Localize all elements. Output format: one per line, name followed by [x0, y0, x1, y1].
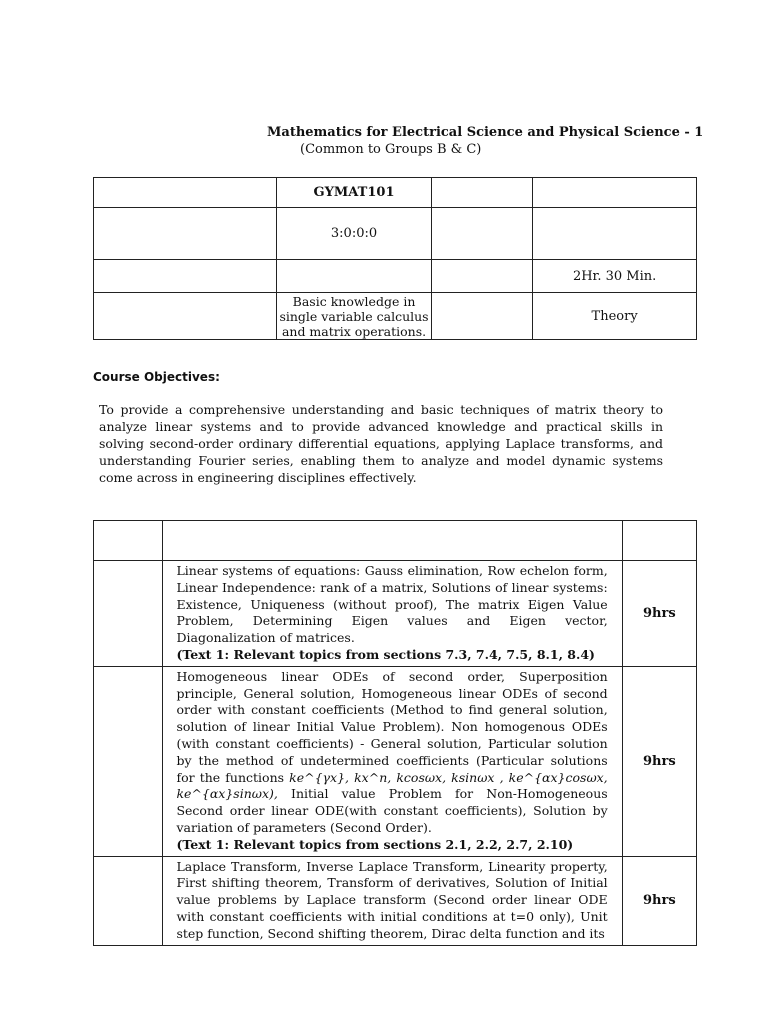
- info-row: [94, 208, 697, 260]
- module-header-cell: [622, 521, 696, 561]
- info-row: [94, 260, 697, 293]
- module-number-cell: [94, 666, 163, 856]
- module-text: Initial value Problem for Non-Homogeneous Second order linear ODE(with constant coefficients), Solution by variation of parameters (Second Order).: [176, 786, 608, 835]
- course-subtitle: (Common to Groups B & C): [300, 142, 482, 157]
- info-cell: [533, 178, 697, 208]
- info-row: [94, 178, 697, 208]
- info-cell: [94, 208, 277, 260]
- module-number-cell: [94, 856, 163, 945]
- info-cell: [94, 178, 277, 208]
- objectives-heading: Course Objectives:: [93, 370, 220, 384]
- module-text: Laplace Transform, Inverse Laplace Transform, Linearity property, First shifting theorem, Transform of derivatives, Solution of Initial value problems by Laplace transform (Second order linear ODE with constant coefficients with initial conditions at t=0 only), Unit step function, Second shifting theorem, Dirac delta function and its: [176, 858, 608, 941]
- modules-header-row: [94, 521, 697, 561]
- module-text: Linear systems of equations: Gauss elimination, Row echelon form, Linear Independence: rank of a matrix, Solutions of linear systems: Existence, Uniqueness (without proof), The matrix Eigen Value Problem, Determining Eigen values and Eigen vector, Diagonalization of matrices.: [176, 563, 608, 646]
- info-cell: [94, 293, 277, 340]
- module-content: [163, 666, 622, 856]
- prerequisite: Basic knowledge in single variable calculus and matrix operations.: [276, 293, 432, 340]
- module-reference: (Text 1: Relevant topics from sections 7.3, 7.4, 7.5, 8.1, 8.4): [176, 646, 595, 662]
- module-hours: 9hrs: [622, 561, 696, 667]
- info-row: [94, 293, 697, 340]
- info-cell: [432, 293, 533, 340]
- exam-type: Theory: [533, 293, 697, 340]
- module-reference: (Text 1: Relevant topics from sections 2.1, 2.2, 2.7, 2.10): [176, 836, 574, 852]
- module-row: [94, 561, 697, 667]
- info-cell: [94, 260, 277, 293]
- modules-table: [93, 520, 697, 946]
- exam-duration: 2Hr. 30 Min.: [533, 260, 697, 293]
- course-code: GYMAT101: [276, 178, 432, 208]
- info-cell: [432, 208, 533, 260]
- info-cell: [533, 208, 697, 260]
- module-hours: 9hrs: [622, 666, 696, 856]
- teaching-hours: 3:0:0:0: [276, 208, 432, 260]
- module-content: [163, 561, 622, 667]
- module-header-cell: [94, 521, 163, 561]
- module-hours: 9hrs: [622, 856, 696, 945]
- info-cell: [432, 260, 533, 293]
- module-content: [163, 856, 622, 945]
- module-header-cell: [163, 521, 622, 561]
- module-text: Homogeneous linear ODEs of second order, Superposition principle, General solution, Homogeneous linear ODEs of second order with constant coefficients (Method to find general solution, solution of linear Initial Value Problem). Non homogenous ODEs (with constant coefficients) - General solution, Particular solution by the method of undetermined coefficients (Particular solutions for the functions: [176, 668, 608, 785]
- course-info-table: [93, 177, 697, 340]
- module-number-cell: [94, 561, 163, 667]
- module-row: [94, 666, 697, 856]
- info-cell: [432, 178, 533, 208]
- objectives-text: To provide a comprehensive understanding and basic techniques of matrix theory to analyze linear systems and to provide advanced knowledge and practical skills in solving second-order ordinary differential equations, applying Laplace transforms, and understanding Fourier series, enabling them to analyze and model dynamic systems come across in engineering disciplines effectively.: [99, 402, 663, 485]
- module-row: [94, 856, 697, 945]
- course-title: Mathematics for Electrical Science and Physical Science - 1: [267, 125, 704, 140]
- info-cell: [276, 260, 432, 293]
- module-math: ke^{γx}, kx^n, kcosωx, ksinωx , ke^{αx}cosωx, ke^{αx}sinωx),: [176, 769, 608, 802]
